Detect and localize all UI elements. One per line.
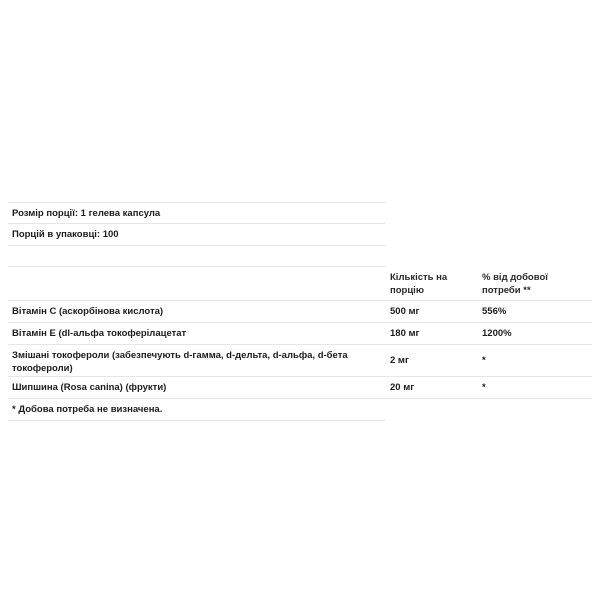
- ingredient-amount: 2 мг: [390, 355, 409, 366]
- header-amount: Кількість на порцію: [390, 272, 448, 296]
- footnote-row: [8, 399, 385, 421]
- table-row: [8, 377, 592, 399]
- ingredient-name: Вітамін С (аскорбінова кислота): [12, 306, 164, 317]
- header-ingredient: [8, 267, 385, 300]
- table-row: [8, 301, 592, 323]
- ingredient-amount: 20 мг: [390, 382, 415, 393]
- ingredient-name: Шипшина (Rosa canina) (фрукти): [12, 382, 167, 393]
- ingredient-name: Вітамін Е (dl-альфа токоферілацетат: [12, 328, 187, 339]
- table-header-row: [8, 267, 592, 301]
- footnote: * Добова потреба не визначена.: [12, 404, 163, 415]
- table-row: [8, 345, 592, 377]
- header-daily-value: % від добової потреби **: [482, 272, 548, 296]
- table-row: [8, 323, 592, 345]
- serving-size-row: [8, 202, 385, 224]
- ingredient-daily-value: *: [482, 382, 486, 393]
- ingredient-amount: 500 мг: [390, 306, 420, 317]
- ingredient-amount: 180 мг: [390, 328, 420, 339]
- serving-size: Розмір порції: 1 гелева капсула: [12, 207, 161, 219]
- servings-per-container-row: [8, 224, 385, 246]
- servings-per-container: Порцій в упаковці: 100: [12, 229, 119, 240]
- ingredient-daily-value: 1200%: [482, 328, 512, 339]
- supplement-facts-table: [8, 202, 592, 421]
- ingredient-daily-value: *: [482, 355, 486, 366]
- spacer-row: [8, 246, 385, 267]
- ingredient-daily-value: 556%: [482, 306, 507, 317]
- ingredient-name: Змішані токофероли (забезпечують d-гамма, d-дельта, d-альфа, d-бета токофероли): [12, 350, 348, 374]
